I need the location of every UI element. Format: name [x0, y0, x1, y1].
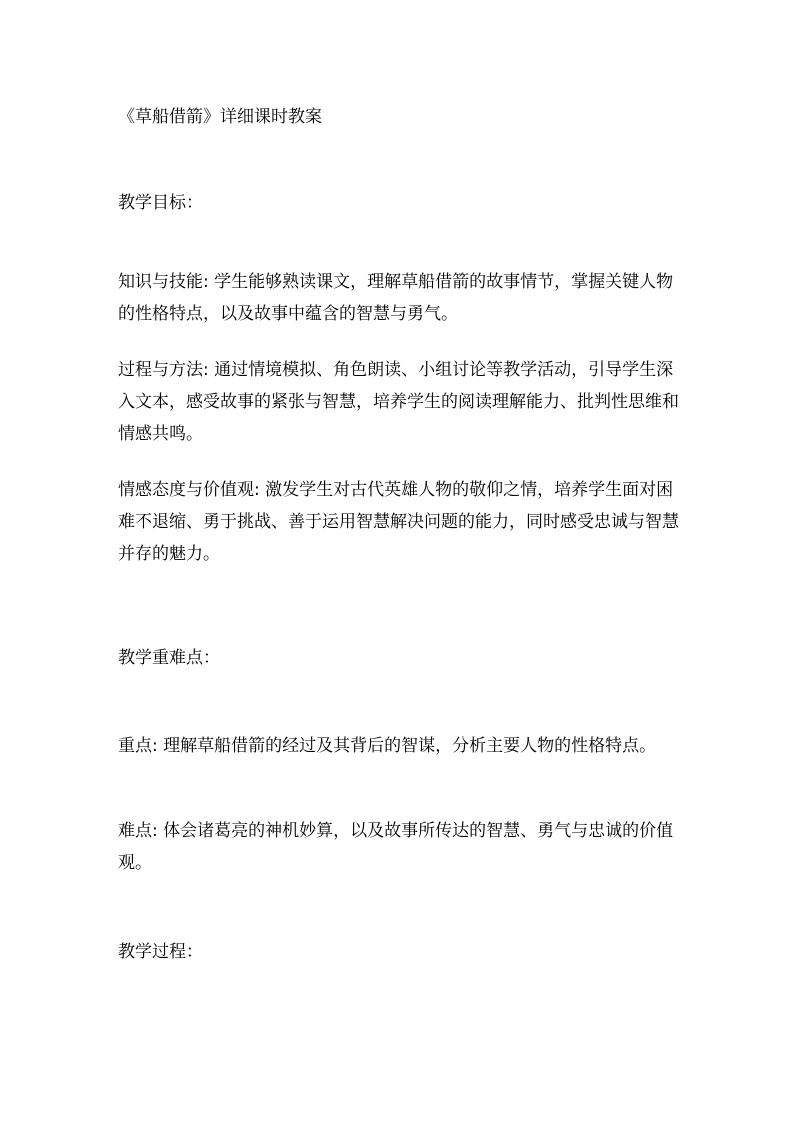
- focus-label: 重点:: [118, 736, 158, 756]
- knowledge-skills-label: 知识与技能:: [118, 272, 209, 292]
- focus-paragraph: [118, 730, 688, 762]
- knowledge-skills-paragraph: [118, 266, 688, 330]
- emotion-values-label: 情感态度与价值观:: [118, 480, 260, 500]
- teaching-goals-heading: 教学目标：: [118, 193, 203, 213]
- focus-text: 理解草船借箭的经过及其背后的智谋，分析主要人物的性格特点。: [157, 736, 657, 756]
- process-methods-text: 通过情境模拟、角色朗读、小组讨论等教学活动，引导学生深入文本，感受故事的紧张与智慧，培养学生的阅读理解能力、批判性思维和情感共鸣。: [118, 360, 679, 444]
- teaching-process-heading: 教学过程：: [118, 942, 203, 962]
- difficulty-label: 难点:: [118, 821, 158, 841]
- emotion-values-text: 激发学生对古代英雄人物的敬仰之情，培养学生面对困难不退缩、勇于挑战、善于运用智慧解决问题的能力，同时感受忠诚与智慧并存的魅力。: [118, 480, 679, 564]
- document-title: 《草船借箭》详细课时教案: [118, 107, 322, 127]
- difficulty-text: 体会诸葛亮的神机妙算，以及故事所传达的智慧、勇气与忠诚的价值观。: [118, 821, 674, 873]
- emotion-values-paragraph: [118, 474, 688, 570]
- knowledge-skills-text: 学生能够熟读课文，理解草船借箭的故事情节，掌握关键人物的性格特点，以及故事中蕴含的智慧与勇气。: [118, 272, 674, 324]
- key-difficulties-heading: 教学重难点：: [118, 648, 220, 668]
- process-methods-paragraph: [118, 354, 688, 450]
- process-methods-label: 过程与方法:: [118, 360, 209, 380]
- difficulty-paragraph: [118, 815, 688, 879]
